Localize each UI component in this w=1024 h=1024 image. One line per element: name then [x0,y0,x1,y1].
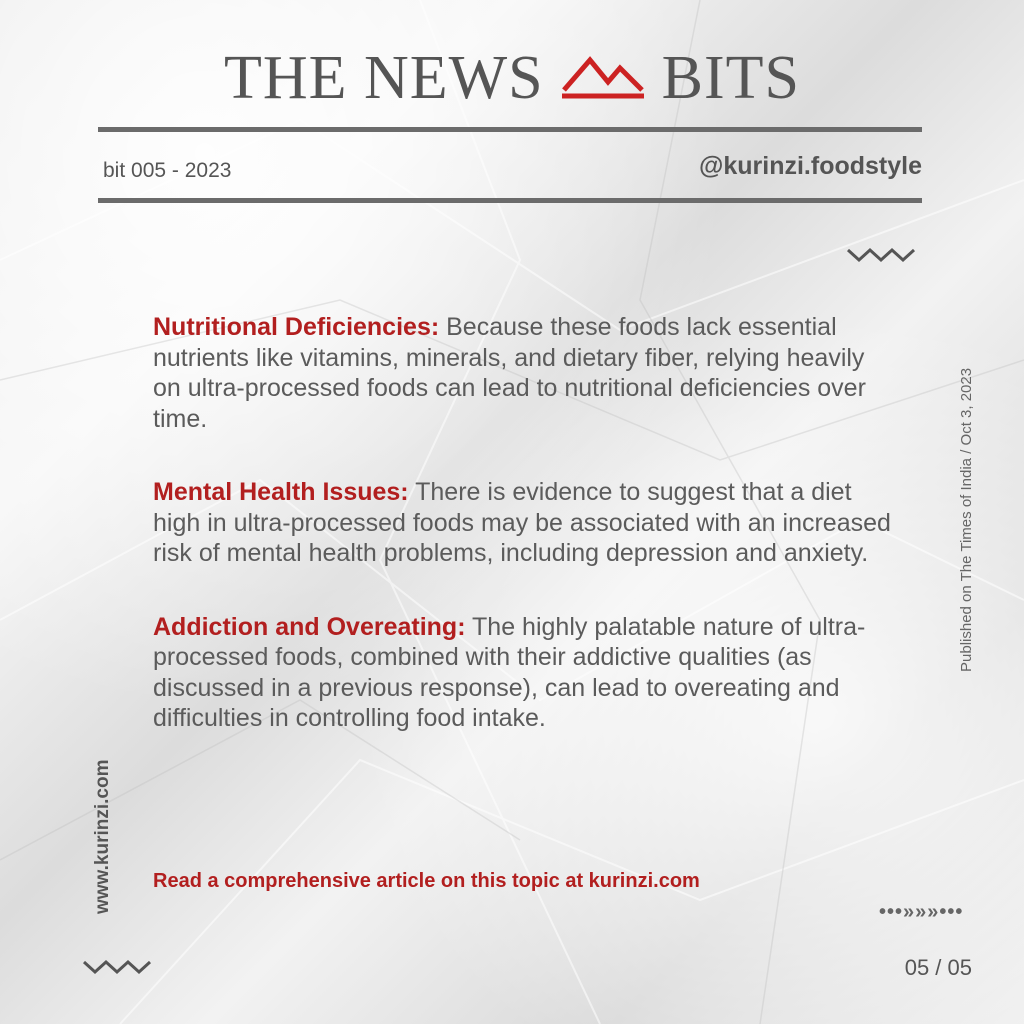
masthead-right-word: BITS [661,43,801,112]
masthead [0,38,1024,118]
paragraph-body: The highly palatable nature of ultra-processed foods, combined with their addictive qualities (as discussed in a previous response), can lead to overeating and difficulties in controlling food intake. [153,612,866,732]
masthead-left-word: THE NEWS [223,43,544,112]
next-arrows-icon: •••»»»••• [879,901,964,923]
paragraph-heading: Addiction and Overeating: [153,612,466,641]
social-handle: @kurinzi.foodstyle [698,152,922,180]
paragraph-heading: Mental Health Issues: [153,478,409,506]
paragraph-nutritional [153,312,893,434]
publication-label: Published on The Times of India / Oct 3, 2023 [958,367,975,672]
zigzag-icon [846,246,920,264]
website-label: www.kurinzi.com [92,759,113,914]
header-rule-bottom [98,198,922,203]
header-rule-top [98,127,922,132]
paragraph-addiction [153,612,893,734]
issue-label: bit 005 - 2023 [103,159,232,182]
paragraph-heading: Nutritional Deficiencies: [153,313,440,341]
article-link[interactable]: Read a comprehensive article on this topic at kurinzi.com [153,870,700,892]
paragraph-body: Because these foods lack essential nutrients like vitamins, minerals, and dietary fiber, relying heavily on ultra-processed foods can lead to nutritional deficiencies over time. [153,313,866,433]
mountain-logo-icon [558,54,648,102]
paragraph-mental-health [153,477,893,569]
zigzag-footer-icon [82,958,158,976]
paragraph-body: There is evidence to suggest that a diet high in ultra-processed foods may be associated with an increased risk of mental health problems, including depression and anxiety. [153,478,891,567]
article-body [153,312,893,777]
page-counter: 05 / 05 [904,955,972,980]
